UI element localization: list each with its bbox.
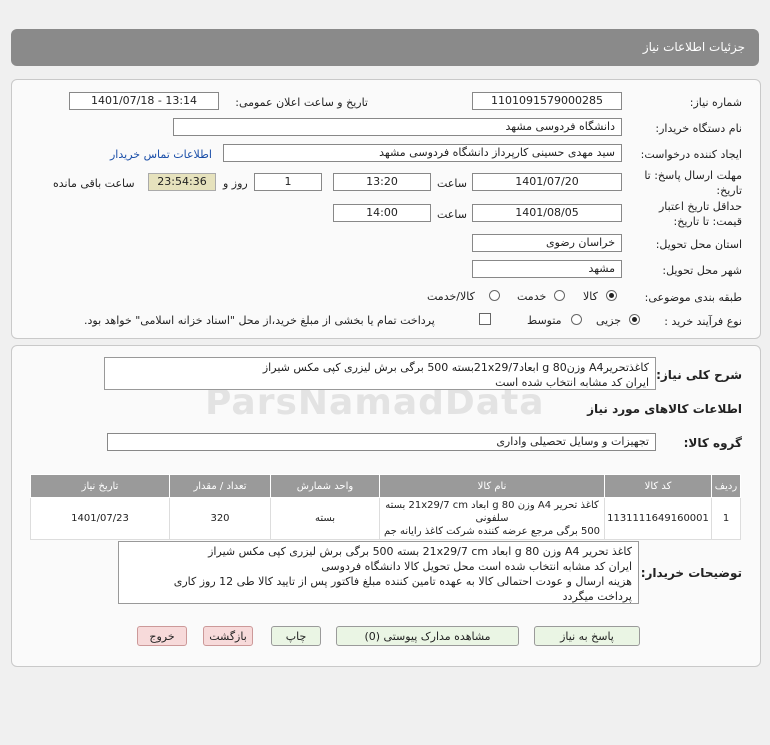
category-radio-service[interactable]: [554, 290, 565, 301]
buyer-org-field: دانشگاه فردوسی مشهد: [173, 118, 622, 136]
col-unit: واحد شمارش: [271, 475, 380, 498]
exit-button[interactable]: خروج: [137, 626, 187, 646]
category-option-goods-service: کالا/خدمت: [427, 290, 475, 303]
goods-info-title: اطلاعات کالاهای مورد نیاز: [587, 402, 742, 416]
deadline-label-2: تاریخ:: [716, 184, 742, 197]
purchase-radio-minor[interactable]: [629, 314, 640, 325]
validity-label-2: قیمت: تا تاریخ:: [673, 215, 742, 228]
validity-time-label: ساعت: [437, 208, 467, 221]
buyer-notes-box: [118, 541, 639, 604]
deadline-time-field: 13:20: [333, 173, 431, 191]
announce-field: 1401/07/18 - 13:14: [69, 92, 219, 110]
category-option-goods: کالا: [583, 290, 598, 303]
purchase-radio-medium[interactable]: [571, 314, 582, 325]
deadline-label-1: مهلت ارسال پاسخ: تا: [644, 169, 742, 182]
province-label: استان محل تحویل:: [655, 238, 742, 251]
summary-box: [104, 357, 656, 390]
treasury-checkbox[interactable]: [479, 313, 491, 325]
col-date: تاریخ نیاز: [31, 475, 170, 498]
city-field: مشهد: [472, 260, 622, 278]
reply-button[interactable]: پاسخ به نیاز: [534, 626, 640, 646]
category-radio-goods[interactable]: [606, 290, 617, 301]
table-row: [31, 498, 741, 540]
summary-line-1: کاغذتحریرA4 وزن80 g ابعاد21x29/7بسته 500 برگی برش لیزری کپی مکس شیراز: [262, 361, 649, 374]
remaining-timer: 23:54:36: [148, 173, 216, 191]
creator-field: سید مهدی حسینی کارپرداز دانشگاه فردوسی مشهد: [223, 144, 622, 162]
cell-name-line-1: کاغذ تحریر A4 وزن 80 g ابعاد 21x29/7 cm بسته سلفونی: [385, 500, 599, 524]
treasury-note: پرداخت تمام یا بخشی از مبلغ خرید،از محل "اسناد خزانه اسلامی" خواهد بود.: [84, 314, 435, 327]
page-title-bar: [11, 29, 759, 66]
days-label: روز و: [223, 177, 248, 190]
category-label: طبقه بندی موضوعی:: [644, 291, 742, 304]
need-number-label: شماره نیاز:: [689, 96, 742, 109]
validity-date-field: 1401/08/05: [472, 204, 622, 222]
announce-label: تاریخ و ساعت اعلان عمومی:: [235, 96, 368, 109]
print-button[interactable]: چاپ: [271, 626, 321, 646]
contact-info-link[interactable]: اطلاعات تماس خریدار: [110, 148, 212, 161]
page-title: جزئیات اطلاعات نیاز: [642, 40, 745, 54]
province-field: خراسان رضوی: [472, 234, 622, 252]
col-code: کد کالا: [605, 475, 712, 498]
cell-row: 1: [712, 498, 741, 540]
col-row: ردیف: [712, 475, 741, 498]
attachments-button[interactable]: مشاهده مدارک پیوستی (0): [336, 626, 519, 646]
cell-name: [380, 498, 605, 540]
creator-label: ایجاد کننده درخواست:: [640, 148, 742, 161]
col-name: نام کالا: [380, 475, 605, 498]
validity-label-1: حداقل تاریخ اعتبار: [658, 200, 742, 213]
deadline-date-field: 1401/07/20: [472, 173, 622, 191]
buyer-notes-line-3: هزینه ارسال و عودت احتمالی کالا به عهده تامین کننده مبلغ فاکتور پس از تایید کالا طی 12 روز کاری: [173, 575, 632, 588]
cell-qty: 320: [170, 498, 271, 540]
buyer-notes-label: توضیحات خریدار:: [640, 566, 742, 580]
back-button[interactable]: بازگشت: [203, 626, 253, 646]
category-radio-goods-service[interactable]: [489, 290, 500, 301]
cell-name-line-2: 500 برگی مرجع عرضه کننده شرکت کاغذ رایانه جم: [383, 526, 601, 537]
days-field: 1: [254, 173, 322, 191]
remaining-label: ساعت باقی مانده: [53, 177, 135, 190]
buyer-notes-line-1: کاغذ تحریر A4 وزن 80 g ابعاد 21x29/7 cm بسته 500 برگی برش لیزری کپی مکس شیراز: [208, 545, 632, 558]
goods-group-label: گروه کالا:: [683, 436, 742, 450]
col-qty: تعداد / مقدار: [170, 475, 271, 498]
purchase-option-minor: جزیی: [596, 314, 622, 327]
category-option-service: خدمت: [517, 290, 547, 303]
summary-label: شرح کلی نیاز:: [656, 368, 742, 382]
goods-table: [30, 474, 741, 540]
cell-unit: بسته: [271, 498, 380, 540]
cell-code: 1131111649160001: [605, 498, 712, 540]
goods-table-header: [31, 475, 741, 498]
buyer-org-label: نام دستگاه خریدار:: [655, 122, 742, 135]
purchase-type-label: نوع فرآیند خرید :: [664, 315, 742, 328]
need-number-field: 1101091579000285: [472, 92, 622, 110]
cell-date: 1401/07/23: [31, 498, 170, 540]
summary-line-2: ایران کد مشابه انتخاب شده است: [495, 376, 649, 389]
deadline-time-label: ساعت: [437, 177, 467, 190]
buyer-notes-line-4: پرداخت میگردد: [562, 590, 632, 603]
purchase-option-medium: متوسط: [527, 314, 562, 327]
validity-time-field: 14:00: [333, 204, 431, 222]
city-label: شهر محل تحویل:: [662, 264, 742, 277]
buyer-notes-line-2: ایران کد مشابه انتخاب شده است محل تحویل کالا دانشگاه فردوسی: [321, 560, 632, 573]
goods-group-field: تجهیزات و وسایل تحصیلی واداری: [107, 433, 656, 451]
